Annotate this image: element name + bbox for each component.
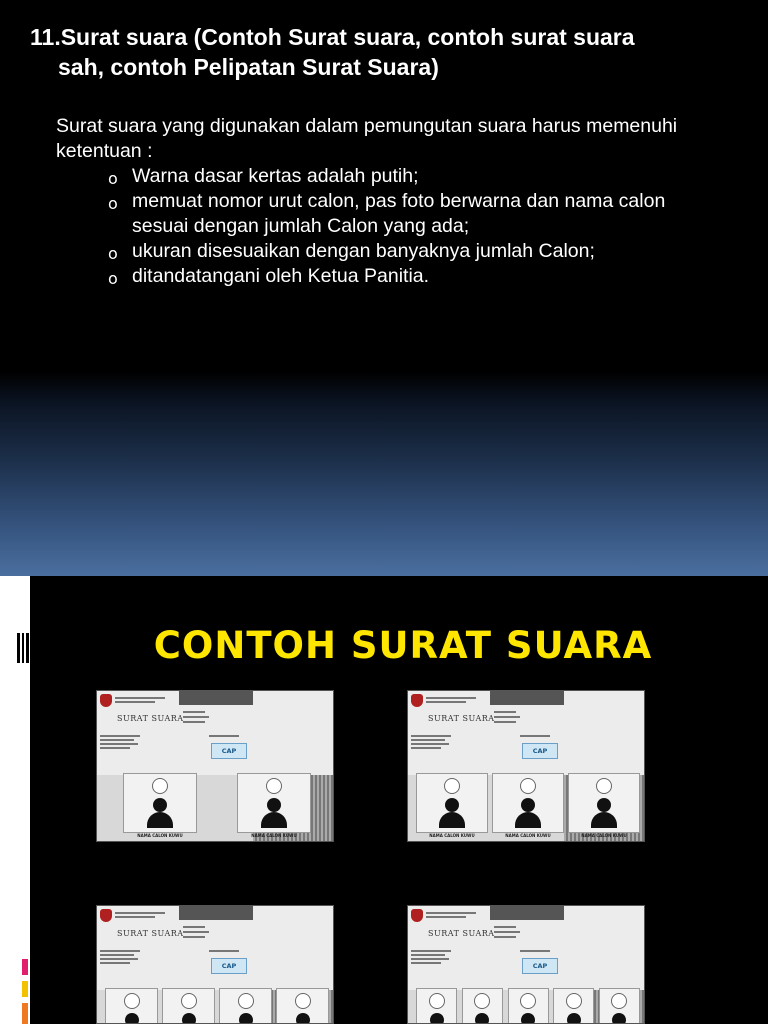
ballot-fine-print <box>100 747 130 749</box>
candidate-photo-slot <box>162 988 215 1024</box>
candidate-photo-slot <box>416 773 488 833</box>
ballot-fine-print <box>494 716 520 718</box>
ballot-fine-print <box>115 916 155 918</box>
circle-bullet-icon: o <box>108 169 118 188</box>
ballot-fine-print <box>411 950 451 952</box>
candidate-number-circle <box>124 993 140 1009</box>
circle-bullet-icon: o <box>108 194 118 213</box>
candidate-number-circle <box>474 993 490 1009</box>
ballot-cap-stamp: CAP <box>211 958 247 974</box>
person-silhouette-icon <box>475 1013 489 1024</box>
ballot-heading: SURAT SUARA <box>428 929 495 938</box>
ballot-fine-print <box>411 747 441 749</box>
ballot-fine-print <box>426 701 466 703</box>
candidate-photo-slot <box>105 988 158 1024</box>
candidate-number-circle <box>295 993 311 1009</box>
person-silhouette-icon <box>515 812 541 828</box>
slide-contoh-surat-suara <box>0 576 768 1024</box>
candidate-name-label: NAMA CALON KUWU <box>581 833 627 838</box>
person-silhouette-icon <box>430 1013 444 1024</box>
candidate-photo-slot <box>568 773 640 833</box>
ballot-fine-print <box>183 926 205 928</box>
candidate-photo-slot <box>123 773 197 833</box>
ballot-fine-print <box>209 950 239 952</box>
ballot-fine-print <box>411 735 451 737</box>
sample-ballot-image <box>96 905 334 1024</box>
candidate-photo-slot <box>599 988 640 1024</box>
candidate-photo-slot <box>237 773 311 833</box>
ballot-fine-print <box>115 701 155 703</box>
ballot-fine-print <box>520 950 550 952</box>
ballot-fine-print <box>494 711 516 713</box>
ballot-fine-print <box>494 721 516 723</box>
sample-ballot-image <box>96 690 334 842</box>
person-silhouette-icon <box>521 798 535 812</box>
person-silhouette-icon <box>296 1013 310 1024</box>
candidate-number-circle <box>444 778 460 794</box>
circle-bullet-icon: o <box>108 269 118 288</box>
requirement-text: Warna dasar kertas adalah putih; <box>132 165 419 187</box>
candidate-photo-slot <box>416 988 457 1024</box>
candidate-photo-slot <box>553 988 594 1024</box>
requirement-text: ditandatangani oleh Ketua Panitia. <box>132 265 430 287</box>
ballot-fine-print <box>183 936 205 938</box>
person-silhouette-icon <box>521 1013 535 1024</box>
ballot-cap-stamp: CAP <box>522 958 558 974</box>
candidate-number-circle <box>181 993 197 1009</box>
candidate-name-label: NAMA CALON KUWU <box>505 833 551 838</box>
candidate-number-circle <box>238 993 254 1009</box>
candidate-number-circle <box>611 993 627 1009</box>
candidate-name-label: NAMA CALON KUWU <box>137 833 183 838</box>
color-marker-strip <box>22 959 28 1024</box>
ballot-fine-print <box>209 735 239 737</box>
requirement-text: memuat nomor urut calon, pas foto berwarna dan nama calon <box>132 190 666 212</box>
candidate-number-circle <box>520 993 536 1009</box>
person-silhouette-icon <box>125 1013 139 1024</box>
ballot-fine-print <box>183 716 209 718</box>
slide-title <box>30 22 750 82</box>
ballot-fine-print <box>183 931 209 933</box>
requirements-list <box>108 164 748 289</box>
requirement-text: ukuran disesuaikan dengan banyaknya jumlah Calon; <box>132 240 595 262</box>
person-silhouette-icon <box>153 798 167 812</box>
ballot-fine-print <box>100 962 130 964</box>
garuda-emblem-icon <box>411 694 423 707</box>
ballot-committee-header <box>490 691 564 705</box>
candidate-photo-slot <box>219 988 272 1024</box>
ballot-fine-print <box>100 950 140 952</box>
candidate-photo-slot <box>492 773 564 833</box>
ballot-fine-print <box>411 743 449 745</box>
ballot-fine-print <box>411 954 445 956</box>
ballot-heading: SURAT SUARA <box>117 714 184 723</box>
ballot-fine-print <box>494 926 516 928</box>
ballot-fine-print <box>100 958 138 960</box>
candidate-photo-slot <box>276 988 329 1024</box>
candidate-number-circle <box>152 778 168 794</box>
garuda-emblem-icon <box>411 909 423 922</box>
candidate-number-circle <box>520 778 536 794</box>
ballot-fine-print <box>411 958 449 960</box>
person-silhouette-icon <box>147 812 173 828</box>
ballot-fine-print <box>494 936 516 938</box>
person-silhouette-icon <box>267 798 281 812</box>
ballot-fine-print <box>183 711 205 713</box>
garuda-emblem-icon <box>100 909 112 922</box>
candidate-name-label: NAMA CALON KUWU <box>251 833 297 838</box>
person-silhouette-icon <box>261 812 287 828</box>
color-marker <box>22 1003 28 1024</box>
color-marker <box>22 981 28 997</box>
ballot-committee-header <box>179 691 253 705</box>
requirement-item <box>108 264 748 289</box>
candidate-number-circle <box>566 993 582 1009</box>
ballot-cap-stamp: CAP <box>211 743 247 759</box>
intro-line2: ketentuan : <box>56 140 153 162</box>
intro-paragraph <box>56 114 756 164</box>
person-silhouette-icon <box>597 798 611 812</box>
person-silhouette-icon <box>591 812 617 828</box>
ballot-fine-print <box>494 931 520 933</box>
requirement-item <box>108 239 748 264</box>
ballot-fine-print <box>411 739 445 741</box>
ballot-fine-print <box>100 739 134 741</box>
slide-title-line2: sah, contoh Pelipatan Surat Suara) <box>58 54 439 80</box>
person-silhouette-icon <box>182 1013 196 1024</box>
ballot-fine-print <box>183 721 205 723</box>
ballot-fine-print <box>100 954 134 956</box>
person-silhouette-icon <box>439 812 465 828</box>
ballot-committee-header <box>490 906 564 920</box>
requirement-item <box>108 164 748 189</box>
requirement-text-cont: sesuai dengan jumlah Calon yang ada; <box>132 215 470 237</box>
ballot-fine-print <box>426 916 466 918</box>
ballot-fine-print <box>426 697 476 699</box>
candidate-number-circle <box>596 778 612 794</box>
ballot-fine-print <box>100 735 140 737</box>
ballot-fine-print <box>411 962 441 964</box>
person-silhouette-icon <box>239 1013 253 1024</box>
garuda-emblem-icon <box>100 694 112 707</box>
sample-ballot-title: CONTOH SURAT SUARA <box>153 624 653 667</box>
requirement-item <box>108 189 748 239</box>
color-marker <box>22 959 28 975</box>
sample-ballot-image <box>407 690 645 842</box>
candidate-photo-slot <box>462 988 503 1024</box>
intro-line1: Surat suara yang digunakan dalam pemungutan suara harus memenuhi <box>56 115 678 137</box>
person-silhouette-icon <box>567 1013 581 1024</box>
sample-ballot-image <box>407 905 645 1024</box>
ballot-fine-print <box>100 743 138 745</box>
ballot-heading: SURAT SUARA <box>428 714 495 723</box>
ballot-fine-print <box>520 735 550 737</box>
candidate-number-circle <box>429 993 445 1009</box>
ballot-fine-print <box>115 912 165 914</box>
ballot-fine-print <box>115 697 165 699</box>
ballot-committee-header <box>179 906 253 920</box>
person-silhouette-icon <box>612 1013 626 1024</box>
ballot-fine-print <box>426 912 476 914</box>
circle-bullet-icon: o <box>108 244 118 263</box>
ballot-heading: SURAT SUARA <box>117 929 184 938</box>
candidate-name-label: NAMA CALON KUWU <box>429 833 475 838</box>
candidate-photo-slot <box>508 988 549 1024</box>
ballot-cap-stamp: CAP <box>522 743 558 759</box>
slide-title-line1: 11.Surat suara (Contoh Surat suara, contoh surat suara <box>30 24 635 50</box>
candidate-number-circle <box>266 778 282 794</box>
person-silhouette-icon <box>445 798 459 812</box>
